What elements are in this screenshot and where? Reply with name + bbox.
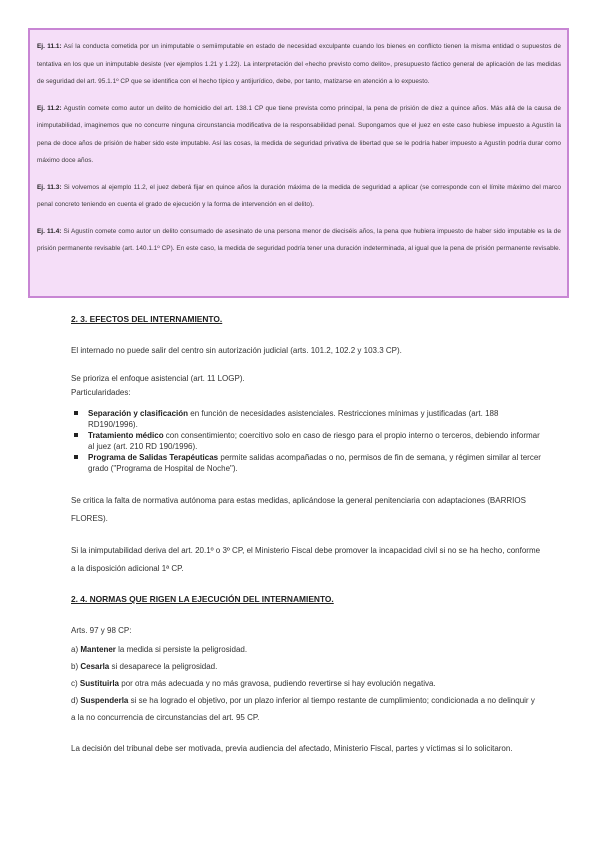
list-item-prefix: b) (71, 662, 81, 671)
example-tag: Ej. 11.3: (37, 183, 62, 191)
bullet-square-icon (74, 433, 78, 437)
list-item-bold: Separación y clasificación (88, 409, 189, 418)
particularidades-list (71, 408, 541, 474)
paragraph-particularidades: Particularidades: (71, 388, 131, 397)
example-text: Si Agustín comete como autor un delito consumado de asesinato de una persona menor de dieciséis años, la pena que hubiera impuesto de haber sido imputable es la de prisión permanente revisable (art. 140.1.1º CP). En este caso, la medida de seguridad podría tener una duración indeterminada, al igual que la pena de prisión permanente revisable. (37, 227, 561, 252)
normas-list (71, 641, 541, 726)
list-item-text: en función de necesidades asistenciales. Restricciones mínimas y justificadas (art. 188 RD190/1996). (88, 409, 499, 429)
section-heading-normas: 2. 4. NORMAS QUE RIGEN LA EJECUCIÓN DEL INTERNAMIENTO. (71, 594, 334, 604)
list-item-text: por otra más adecuada y no más gravosa, pudiendo revertirse si hay evolución negativa. (119, 679, 436, 688)
list-item-prefix: c) (71, 679, 80, 688)
list-item (71, 430, 541, 452)
list-item-bold: Mantener (80, 645, 116, 654)
list-item-text: la medida si persiste la peligrosidad. (115, 645, 248, 654)
example-text: Si volvemos al ejemplo 11.2, el juez deberá fijar en quince años la duración máxima de la medida de seguridad a aplicar (se corresponde con el límite máximo del marco penal concreto teniendo en cuenta el grado de ejecución y la forma de intervención en el delito). (37, 183, 561, 208)
list-item-text: con consentimiento; coercitivo solo en caso de riesgo para el propio interno o terceros, debiendo informar al juez (art. 210 RD 190/1996). (88, 431, 540, 451)
list-item-prefix: a) (71, 645, 81, 654)
list-item-bold: Suspenderla (80, 696, 129, 705)
section-heading-efectos: 2. 3. EFECTOS DEL INTERNAMIENTO. (71, 314, 223, 324)
example-tag: Ej. 11.2: (37, 104, 62, 112)
example-tag: Ej. 11.4: (37, 227, 62, 235)
examples-box (28, 28, 569, 298)
example-11-4 (37, 223, 561, 258)
list-item (71, 658, 541, 675)
list-item-bold: Programa de Salidas Terapéuticas (88, 453, 219, 462)
list-item (71, 641, 541, 658)
bullet-square-icon (74, 411, 78, 415)
bullet-square-icon (74, 455, 78, 459)
list-item (71, 692, 541, 726)
paragraph-articulos: Arts. 97 y 98 CP: (71, 626, 132, 635)
list-item-text: permite salidas acompañadas o no, permisos de fin de semana, y régimen similar al tercer grado ("Programa de Hospital de Noche"). (88, 453, 541, 473)
example-text: Así la conducta cometida por un inimputable o semiimputable en estado de necesidad exculpante cuando los bienes en conflicto tienen la misma entidad o supuestos de tentativa en los que un inimputable desiste (ver ejemplos 1.21 y 1.22). La interpretación del «hecho previsto como delito», presupuesto fáctico general de aplicación de las medidas de seguridad del art. 95.1.1º CP que se identifica con el hecho típico y antijurídico, debe, por tanto, matizarse en atención a lo expuesto. (37, 43, 561, 85)
example-text: Agustín comete como autor un delito de homicidio del art. 138.1 CP que tiene prevista como principal, la pena de prisión de diez a quince años. Más allá de la causa de inimputabilidad, imaginemos que no concurre ninguna circunstancia modificativa de la responsabilidad penal. Supongamos que el juez en este caso hubiese impuesto a Agustín la pena de doce años de prisión de haber sido este imputable. Así las cosas, la medida de seguridad privativa de libertad que se le podría haber impuesto a Agustín podría durar como máximo doce años. (37, 104, 561, 164)
list-item-bold: Sustituirla (79, 679, 120, 688)
paragraph-decision: La decisión del tribunal debe ser motivada, previa audiencia del afectado, Ministerio Fiscal, partes y víctimas si lo solicitaron. (71, 744, 513, 753)
list-item-prefix: d) (71, 696, 81, 705)
paragraph-salida: El internado no puede salir del centro sin autorización judicial (arts. 101.2, 102.2 y 103.3 CP). (71, 346, 402, 355)
paragraph-inimputabilidad: Si la inimputabilidad deriva del art. 20.1º o 3º CP, el Ministerio Fiscal debe promover la incapacidad civil si no se ha hecho, conforme a la disposición adicional 1ª CP. (71, 546, 541, 573)
paragraph-critica: Se critica la falta de normativa autónoma para estas medidas, aplicándose la general penitenciaria con adaptaciones (BARRIOS FLORES). (71, 496, 526, 523)
list-item-text: si se ha logrado el objetivo, por un plazo inferior al tiempo restante de cumplimiento; condicionada a no delinquir y a la no concurrencia de circunstancias del art. 95 CP. (71, 696, 535, 722)
list-item (71, 408, 541, 430)
example-11-1 (37, 38, 561, 91)
paragraph-enfoque: Se prioriza el enfoque asistencial (art. 11 LOGP). (71, 374, 245, 383)
main-content (71, 306, 541, 772)
example-tag: Ej. 11.1: (37, 43, 62, 50)
list-item (71, 452, 541, 474)
example-11-3 (37, 179, 561, 214)
list-item-text: si desaparece la peligrosidad. (109, 662, 218, 671)
list-item-bold: Tratamiento médico (88, 431, 164, 440)
example-11-2 (37, 100, 561, 170)
list-item (71, 675, 541, 692)
list-item-bold: Cesarla (80, 662, 110, 671)
